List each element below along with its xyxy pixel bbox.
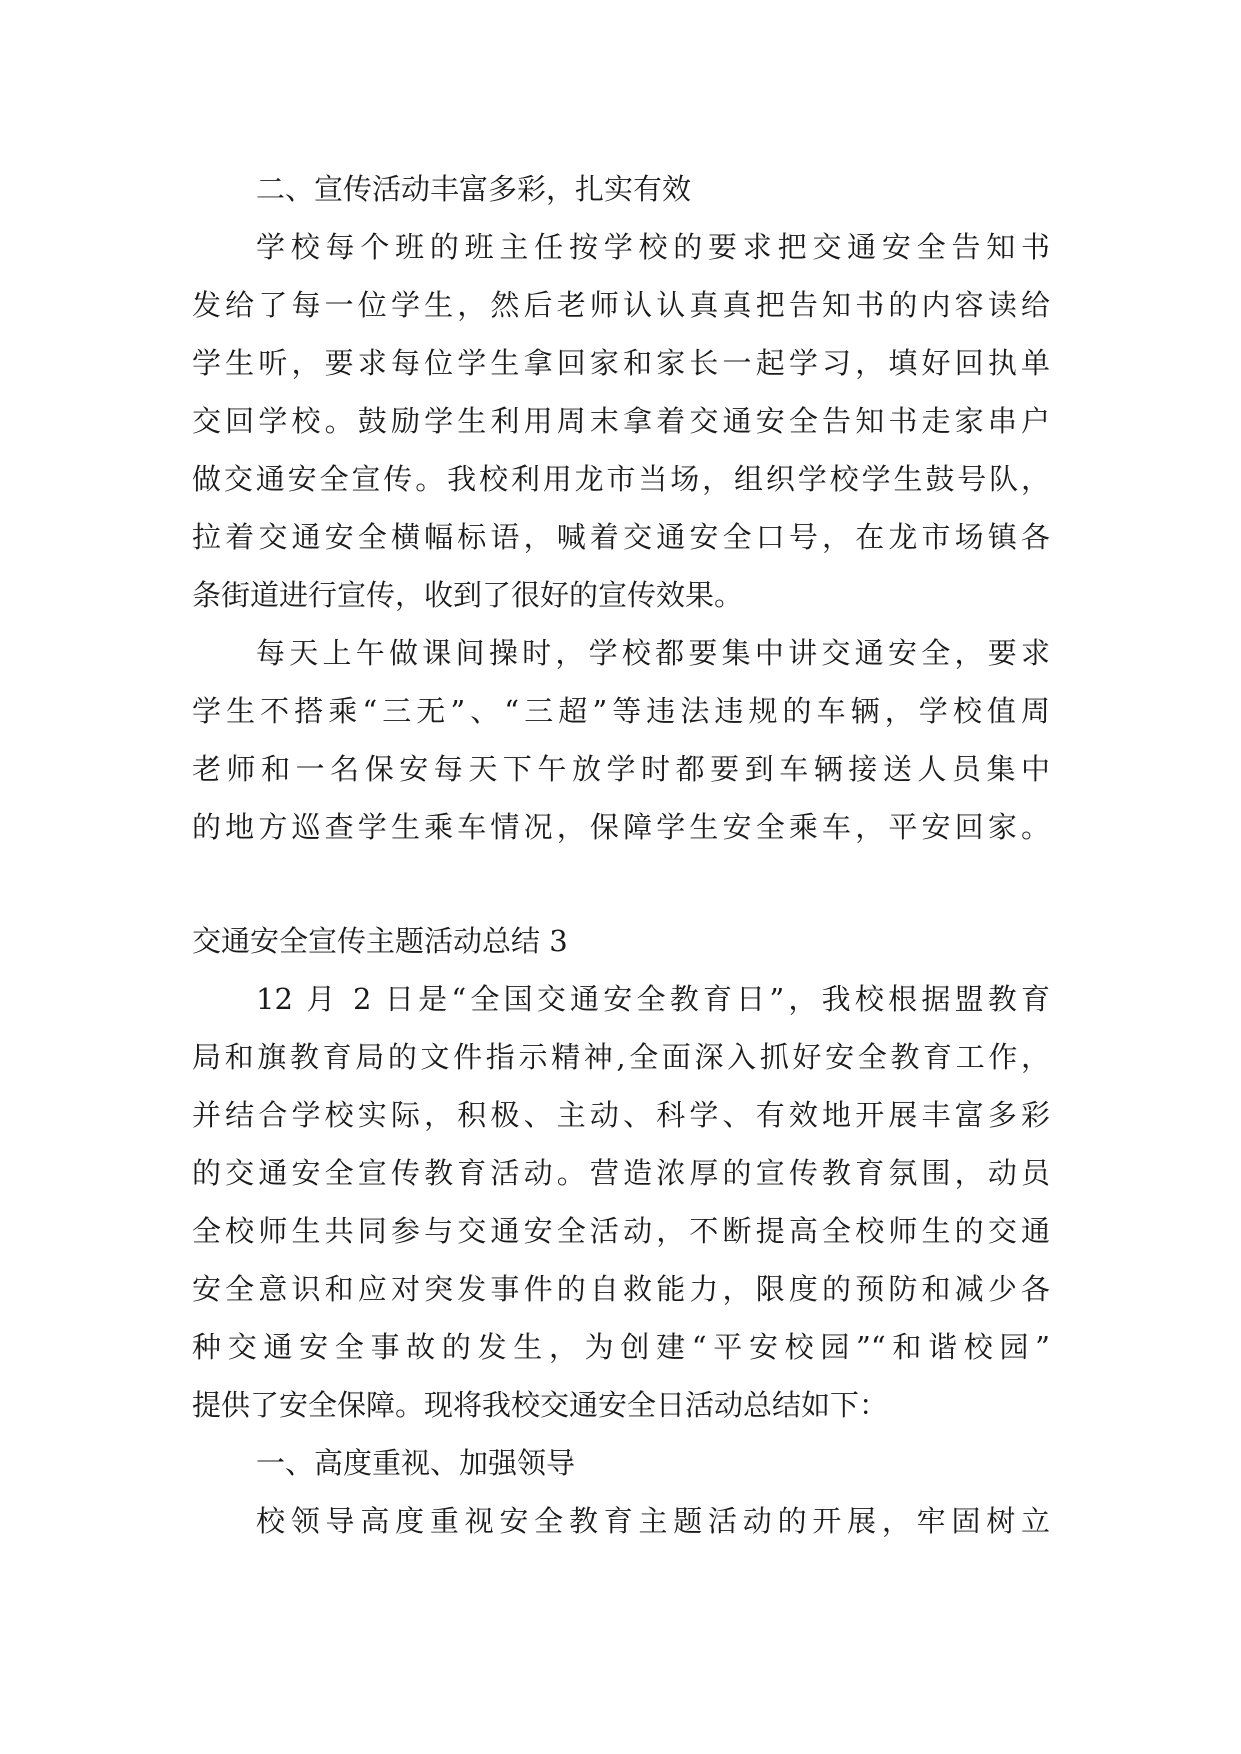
paragraph [192, 218, 1050, 624]
text-line: 种交通安全事故的发生，为创建“平安校园”“和谐校园” [192, 1330, 1050, 1364]
document-body [192, 160, 1050, 1550]
text-line: 12 月 2 日是“全国交通安全教育日”，我校根据盟教育 [256, 982, 1050, 1016]
article-title: 交通安全宣传主题活动总结 3 [192, 924, 568, 958]
text-line: 做交通安全宣传。我校利用龙市当场，组织学校学生鼓号队， [192, 462, 1050, 496]
text-line: 学校每个班的班主任按学校的要求把交通安全告知书 [256, 230, 1050, 264]
text-line: 老师和一名保安每天下午放学时都要到车辆接送人员集中 [192, 752, 1050, 786]
text-line: 提供了安全保障。现将我校交通安全日活动总结如下： [192, 1388, 889, 1422]
text-line: 的地方巡查学生乘车情况，保障学生安全乘车，平安回家。 [192, 810, 1050, 844]
text-line: 交回学校。鼓励学生利用周末拿着交通安全告知书走家串户 [192, 404, 1050, 438]
text-line: 每天上午做课间操时，学校都要集中讲交通安全，要求 [256, 636, 1050, 670]
text-line: 发给了每一位学生，然后老师认认真真把告知书的内容读给 [192, 288, 1050, 322]
text-line: 的交通安全宣传教育活动。营造浓厚的宣传教育氛围，动员 [192, 1156, 1050, 1190]
paragraph [192, 624, 1050, 856]
paragraph [192, 970, 1050, 1434]
text-line: 条街道进行宣传，收到了很好的宣传效果。 [192, 578, 744, 612]
text-line: 学生不搭乘“三无”、“三超”等违法违规的车辆，学校值周 [192, 694, 1050, 728]
text-line: 校领导高度重视安全教育主题活动的开展，牢固树立 [256, 1504, 1050, 1538]
text-line: 全校师生共同参与交通安全活动，不断提高全校师生的交通 [192, 1214, 1050, 1248]
text-line: 局和旗教育局的文件指示精神,全面深入抓好安全教育工作， [192, 1040, 1050, 1074]
text-line: 安全意识和应对突发事件的自救能力，限度的预防和减少各 [192, 1272, 1050, 1306]
section-heading: 二、宣传活动丰富多彩，扎实有效 [256, 172, 692, 206]
text-line: 拉着交通安全横幅标语，喊着交通安全口号，在龙市场镇各 [192, 520, 1050, 554]
text-line: 学生听，要求每位学生拿回家和家长一起学习，填好回执单 [192, 346, 1050, 380]
spacer [192, 856, 1050, 912]
text-line: 并结合学校实际，积极、主动、科学、有效地开展丰富多彩 [192, 1098, 1050, 1132]
section-heading: 一、高度重视、加强领导 [256, 1446, 576, 1480]
